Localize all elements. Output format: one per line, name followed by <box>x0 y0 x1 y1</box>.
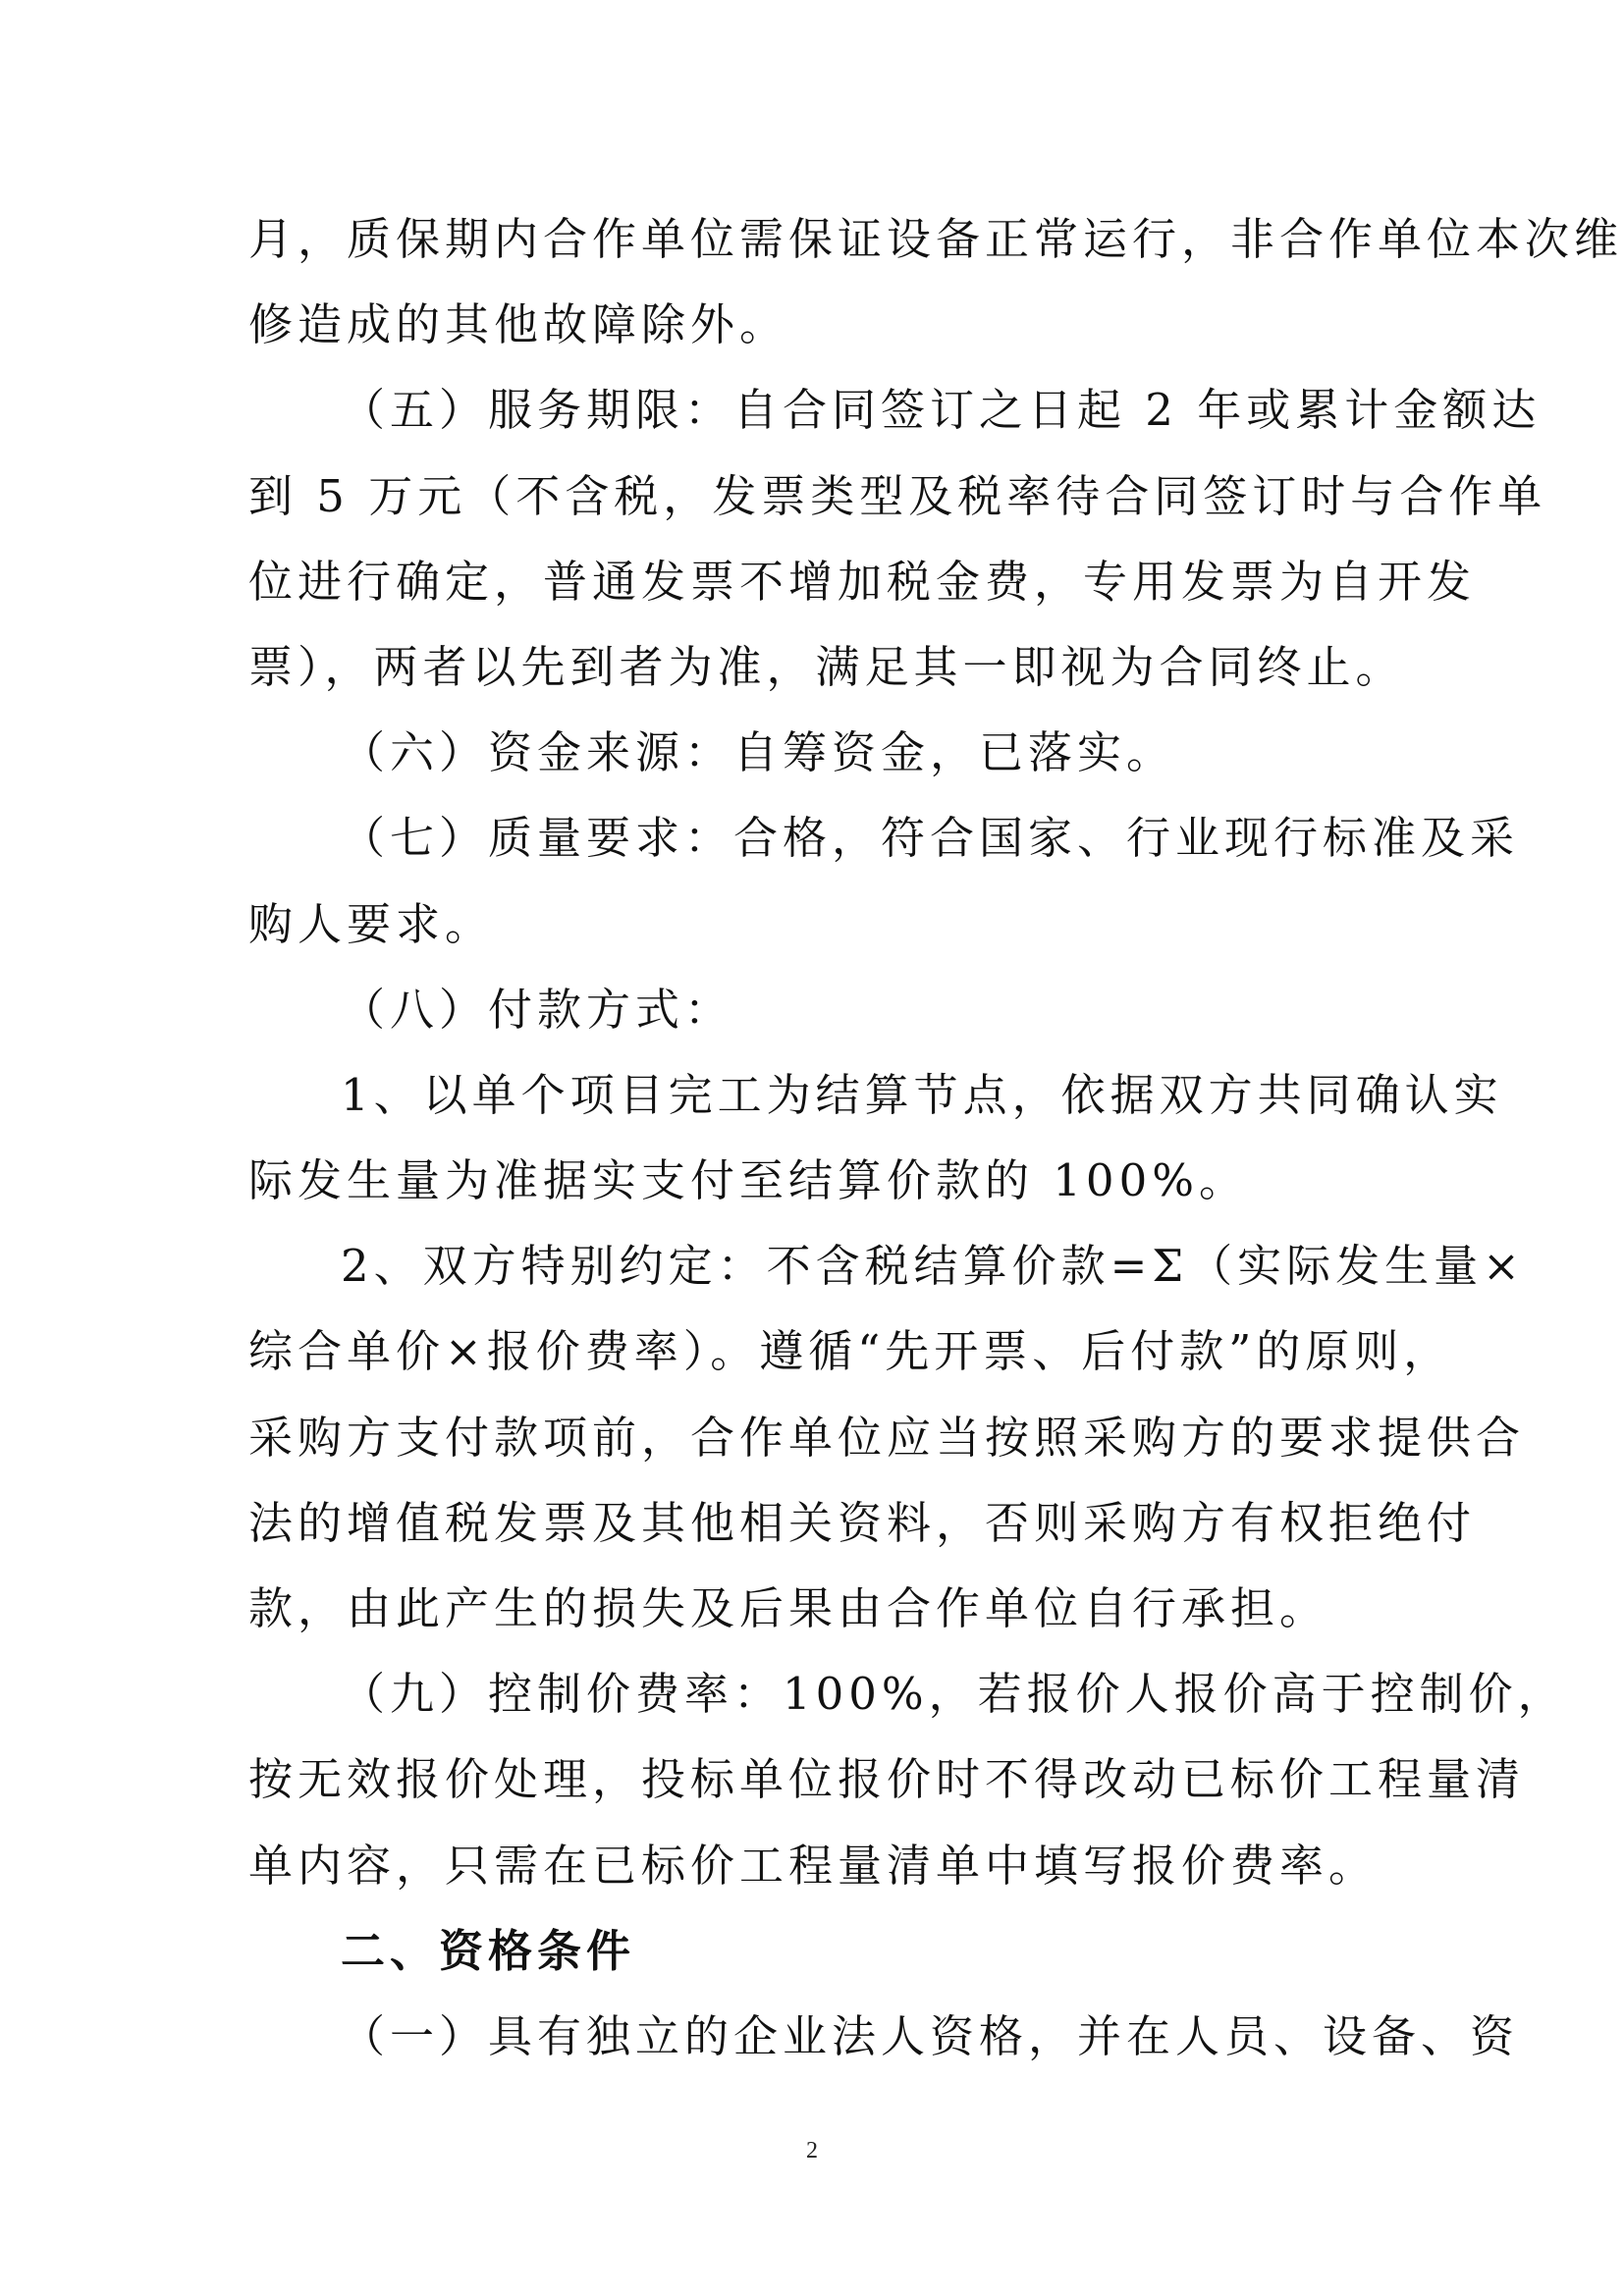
text-line: 位进行确定，普通发票不增加税金费，专用发票为自开发 <box>248 555 1477 608</box>
text-line: 综合单价×报价费率）。遵循“先开票、后付款”的原则， <box>248 1325 1453 1378</box>
clause-control-price-rate: （九）控制价费率：100%，若报价人报价高于控制价， <box>341 1668 1567 1721</box>
text-line: 票），两者以先到者为准，满足其一即视为合同终止。 <box>248 640 1405 693</box>
text-line: 按无效报价处理，投标单位报价时不得改动已标价工程量清 <box>248 1753 1526 1806</box>
text-line: 单内容，只需在已标价工程量清单中填写报价费率。 <box>248 1839 1379 1892</box>
qualification-item-1: （一）具有独立的企业法人资格，并在人员、设备、资 <box>341 2009 1520 2062</box>
clause-payment-method: （八）付款方式： <box>341 983 734 1036</box>
page-number: 2 <box>806 2138 818 2163</box>
text-line: 到 5 万元（不含税，发票类型及税率待合同签订时与合作单 <box>248 469 1547 522</box>
text-line: 采购方支付款项前，合作单位应当按照采购方的要求提供合 <box>248 1411 1526 1464</box>
section-heading-qualifications: 二、资格条件 <box>341 1924 636 1977</box>
clause-quality-requirement: （七）质量要求：合格，符合国家、行业现行标准及采 <box>341 812 1520 865</box>
text-line: 购人要求。 <box>248 897 495 950</box>
text-line: 法的增值税发票及其他相关资料，否则采购方有权拒绝付 <box>248 1496 1477 1549</box>
text-line: 修造成的其他故障除外。 <box>248 298 789 351</box>
payment-item-2: 2、双方特别约定：不含税结算价款=Σ（实际发生量× <box>341 1240 1525 1293</box>
text-line: 款，由此产生的损失及后果由合作单位自行承担。 <box>248 1582 1329 1634</box>
clause-service-period: （五）服务期限：自合同签订之日起 2 年或累计金额达 <box>341 384 1542 437</box>
clause-funding-source: （六）资金来源：自筹资金，已落实。 <box>341 726 1176 779</box>
text-line: 月，质保期内合作单位需保证设备正常运行，非合作单位本次维 <box>248 213 1624 265</box>
payment-item-1: 1、以单个项目完工为结算节点，依据双方共同确认实 <box>341 1068 1503 1121</box>
document-body <box>248 196 1624 2079</box>
text-line: 际发生量为准据实支付至结算价款的 100%。 <box>248 1154 1248 1207</box>
